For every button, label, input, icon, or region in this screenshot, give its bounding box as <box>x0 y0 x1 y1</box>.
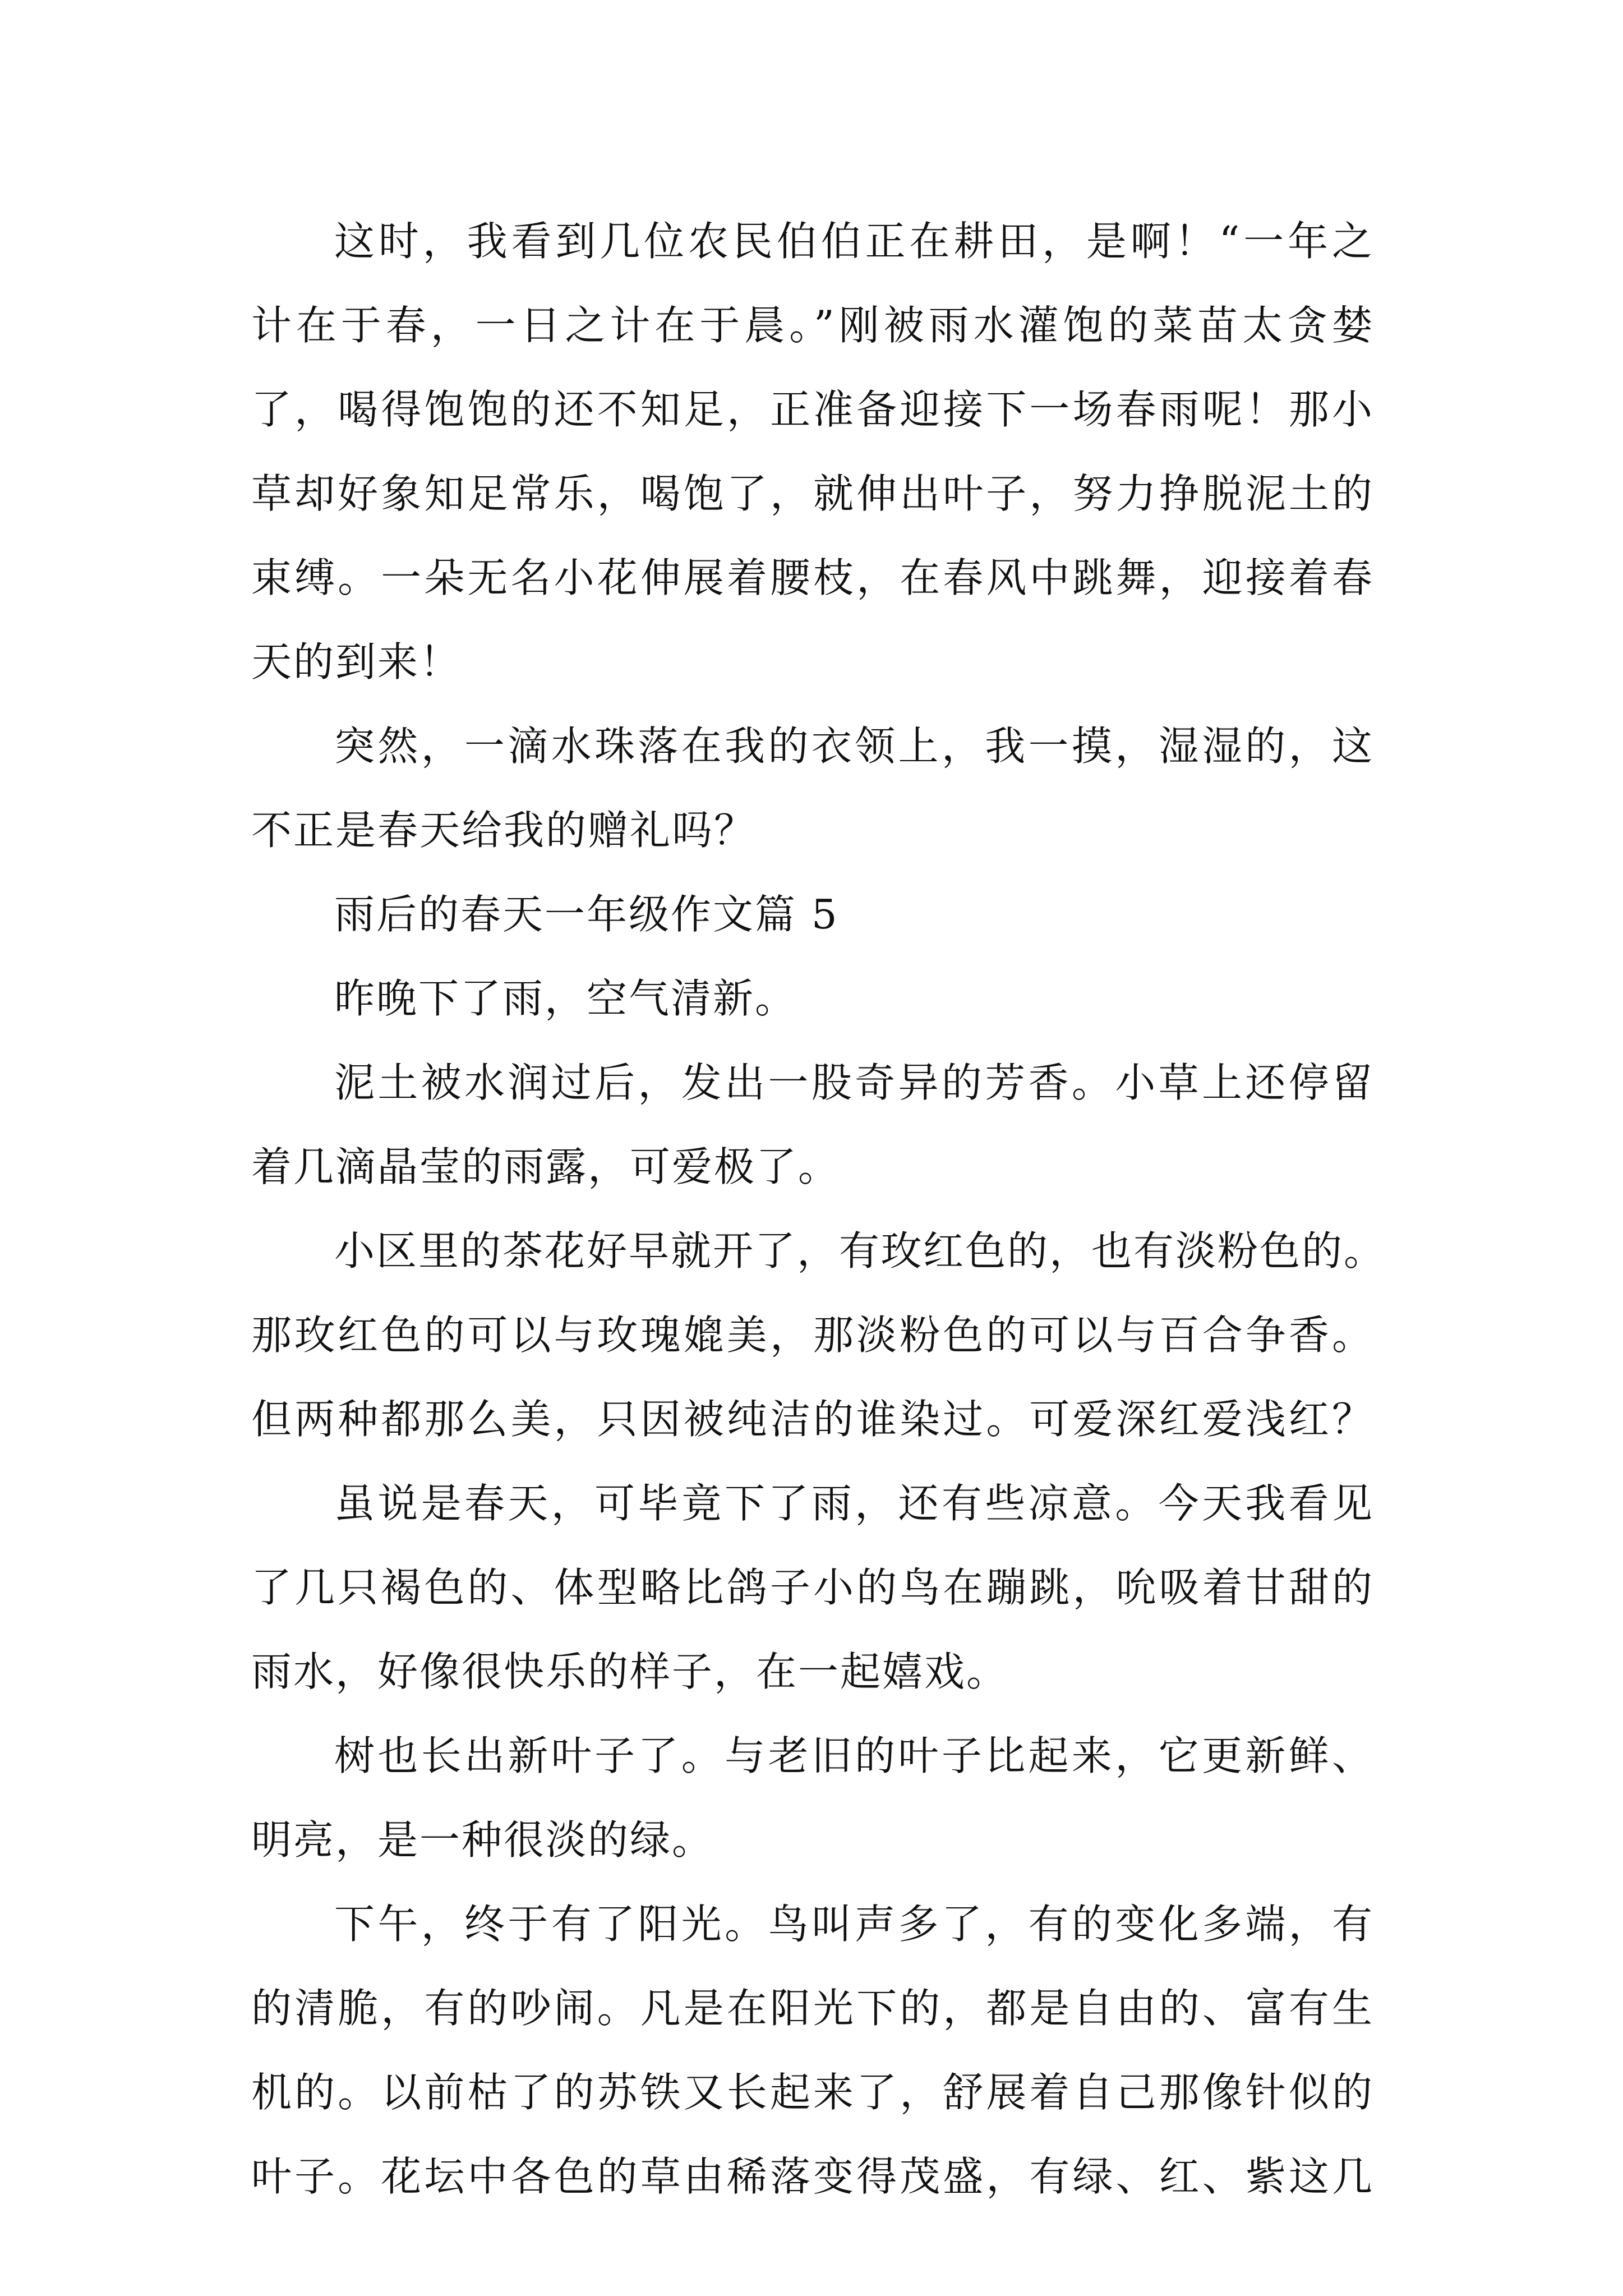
text-line: 虽说是春天，可毕竟下了雨，还有些凉意。今天我看见 <box>334 1480 1374 1527</box>
paragraph <box>251 956 1374 1041</box>
text-line: 那玫红色的可以与玫瑰媲美，那淡粉色的可以与百合争香。 <box>251 1312 1374 1359</box>
text-line: 不正是春天给我的赠礼吗？ <box>251 807 757 854</box>
paragraph <box>251 1714 1374 1882</box>
text-line: 这时，我看到几位农民伯伯正在耕田，是啊！“一年之 <box>334 218 1374 265</box>
text-line: 泥土被水润过后，发出一股奇异的芳香。小草上还停留 <box>334 1059 1374 1106</box>
text-line: 下午，终于有了阳光。鸟叫声多了，有的变化多端，有 <box>334 1901 1374 1948</box>
text-line: 昨晚下了雨，空气清新。 <box>334 975 797 1022</box>
text-line: 机的。以前枯了的苏铁又长起来了，舒展着自己那像针似的 <box>251 2069 1374 2116</box>
text-line: 小区里的茶花好早就开了，有玫红色的，也有淡粉色的。 <box>334 1227 1386 1274</box>
text-line: 雨水，好像很快乐的样子，在一起嬉戏。 <box>251 1648 1009 1695</box>
text-line: 束缚。一朵无名小花伸展着腰枝，在春风中跳舞，迎接着春 <box>251 554 1374 601</box>
paragraph <box>251 1041 1374 1209</box>
paragraph <box>251 1209 1386 1461</box>
text-line: 了几只褐色的、体型略比鸽子小的鸟在蹦跳，吮吸着甘甜的 <box>251 1564 1374 1611</box>
text-line: 天的到来！ <box>251 638 462 685</box>
text-line: 的清脆，有的吵闹。凡是在阳光下的，都是自由的、富有生 <box>251 1985 1374 2032</box>
text-line: 叶子。花坛中各色的草由稀落变得茂盛，有绿、红、紫这几 <box>251 2153 1374 2200</box>
text-line: 但两种都那么美，只因被纯洁的谁染过。可爱深红爱浅红？ <box>251 1396 1374 1443</box>
section-heading <box>251 872 1374 956</box>
paragraph <box>251 704 1374 872</box>
text-line: 突然，一滴水珠落在我的衣领上，我一摸，湿湿的，这 <box>334 723 1374 770</box>
text-line: 树也长出新叶子了。与老旧的叶子比起来，它更新鲜、 <box>334 1732 1374 1779</box>
paragraph <box>251 1882 1374 2219</box>
heading-text: 雨后的春天一年级作文篇 5 <box>334 891 839 938</box>
text-line: 了，喝得饱饱的还不知足，正准备迎接下一场春雨呢！那小 <box>251 386 1374 433</box>
text-line: 计在于春，一日之计在于晨。”刚被雨水灌饱的菜苗太贪婪 <box>251 302 1374 349</box>
text-line: 着几滴晶莹的雨露，可爱极了。 <box>251 1143 841 1190</box>
paragraph <box>251 199 1374 704</box>
document-body <box>251 199 1386 2219</box>
paragraph <box>251 1461 1374 1714</box>
text-line: 草却好象知足常乐，喝饱了，就伸出叶子，努力挣脱泥土的 <box>251 470 1374 517</box>
text-line: 明亮，是一种很淡的绿。 <box>251 1816 714 1864</box>
